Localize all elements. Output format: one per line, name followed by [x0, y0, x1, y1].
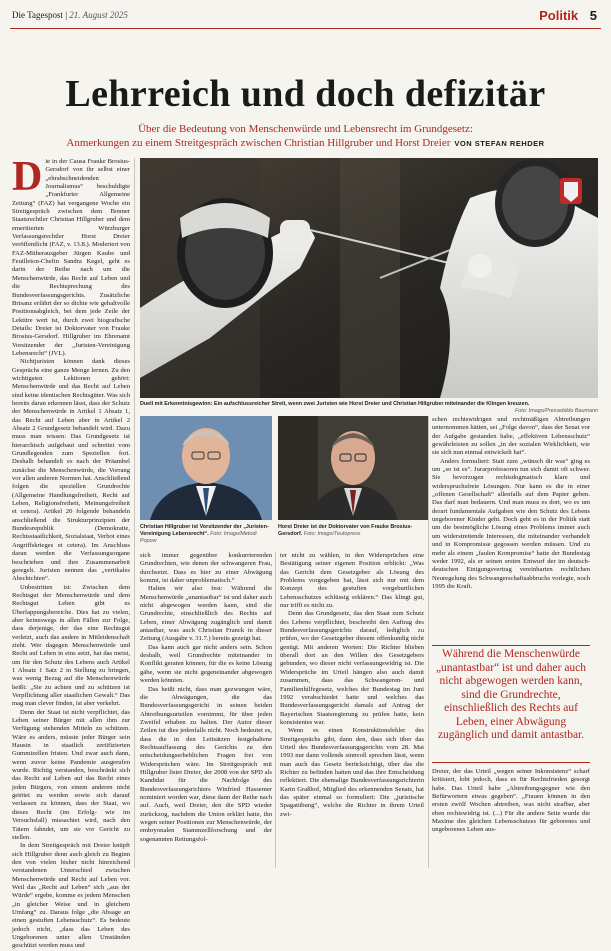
paragraph: ter nicht zu wählen, in den Widersprüchen eine Bestätigung seiner eigenen Position erblickt: „Was das Gericht dem Gesetzgeber als Lösung des Problems vorgegeben hat, lässt sich nur mit dem Konzept des gestuften vorgeburtlichen Lebensschutzes schlüssig erklären.“ Das klingt gut, nur trifft es nicht zu.: [280, 552, 424, 610]
hero-credit: Foto: Imago/Pressebildo Baumann: [514, 408, 598, 414]
portrait-caption-1: Christian Hillgruber ist Vorsitzender der „Juristen-Vereinigung Lebensrecht“. Foto: Imago/Metodi Popow: [140, 524, 269, 544]
body-column-4: [432, 416, 590, 642]
paragraph: Wenn es einen Konstruktionsfehler des Streitgesprächs gibt, dann den, dass sich über das Urteil des Bundesverfassungsgerichts vom 28. Mai 1993 nur dann vollends sinnvoll sprechen lässt, wenn man auch das Gesetz berücksichtigt, über das die Richter zu befinden hatten und das ihre Entscheidung reflektiert. Die ehemalige Bundesverfassungsrichterin Karin Graßhof, Mitglied des erkennenden Senats, hat das später einmal so formuliert: Die „juristische Spagatübung“, welche die Richter in ihrem Urteil zwi-: [280, 727, 424, 818]
paragraph: Halten wir also fest: Während die Menschenwürde „unantastbar“ ist und daher auch nicht abgewogen werden kann, sind die Grundrechte, einschließlich des Rechts auf Leben, einer Abwägung zugänglich und damit antastbar, was auch Christian Franck in dieser Zeitung (Ausgabe v. 31.7.) bereits gezeigt hat.: [140, 585, 272, 643]
body-column-4b: [432, 768, 590, 868]
dropcap: D: [12, 154, 43, 200]
paper-name: Die Tagespost: [12, 10, 63, 20]
deck-line-2: Anmerkungen zu einem Streitgespräch zwischen Christian Hillgruber und Horst Dreier: [66, 137, 451, 149]
paragraph: Anders formuliert: Statt zum „wünsch dir was“ ging es um „so ist es“. Jurarprofessoren tun sich damit oft schwer. Sie bevorzugen rechtsdogmatisch klare und widerspruchsfreie Lösungen. Nur kann es die in einer „offenen Gesellschaft“ allenfalls auf dem Papier geben. Das darf man bedauern. Und man muss es dort, wo es um derart fundamentale Aufgaben wie den Schutz des Lebens ungeborener Kinder geht. Doch geht es in der Politik statt um die bestmögliche Lösung eines Problems immer auch um widerstreitende Interessen, die miteinander verhandelt und in Kompromisse gegossen werden müssen. Und zu mehr als einem „faulen Kompromiss“ hatte der Bundestag weder 1992, als er seinen ersten Entwurf der im deutsch-deutschen Einigungsvertrag vereinbarten rechtlichen Neuregelung des Schwangerschaftsabbruchs vorlegte, noch 1995 die Kraft.: [432, 457, 590, 590]
hero-caption: Duell mit Erkenntnisgewinn: Ein aufschlussreicher Streit, wenn zwei Juristen wie Horst Dreier und Christian Hillgruber miteinander die Klingen kreuzen. Foto: Imago/Pressebildo Baumann: [140, 401, 598, 414]
paragraph: Das kann auch gar nicht anders sein. Schon deshalb, weil Grundrechte miteinander in Konflikt geraten können, für die es keine Lösung gäbe, wenn sie nicht gegeneinander abgewogen werden könnten.: [140, 643, 272, 685]
fencing-photo: [140, 158, 598, 398]
paragraph: Die in der Causa Frauke Brosius-Gersdorf von ihr selbst einer „ehrabschneidenden Journalismus“ beschuldigte „Frankfurter Allgemeine Zeitung“ (FAZ) hat vergangene Woche ein Streitgespräch zwischen dem Bonner Staatsrechtler Christian Hillgruber und dem emeritierten Würzburger Verfassungsrechtler Horst Dreier veröffentlicht (FAZ, v. 13.8.). Moderiert von FAZ-Mitherausgeber Jürgen Kaube und Feuilleton-Chefin Sandra Kegel, geht es darin der Reihe nach um die Menschenwürde, das Recht auf Leben und die Rechtsprechung des Bundesverfassungsgerichts. Zusätzliche Brisanz erfährt der so dichte wie gehaltvolle Positionsabgleich, bei dem jede Zeile der Lektüre wert ist, durch zwei biografische Details: Dreier ist Doktorvater von Frauke Brosius-Gersdorf. Hillgruber im Ehrenamt Vorsitzender der „Juristen-Vereinigung Lebensrecht“ (JVL).: [12, 154, 130, 357]
paragraph: Dreier, der das Urteil „wegen seiner Inkonsistenz“ scharf kritisiert, lobt jedoch, dass es für Rechtsfrieden gesorgt habe. Das Urteil habe „Abtreibungsgegner wie den Befürwortern etwas gegeben“. „Frauen können in den ersten zwölf Wochen abtreiben, was nicht strafbar, aber eben rechtswidrig ist. (...) Für die andere Seite wurde die Maxime des gleichen Lebensschutzes für geborenes und ungeborenes Leben aus-: [432, 768, 590, 834]
masthead: Die Tagespost | 21. August 2025: [12, 10, 128, 20]
paragraph: schen rechtswidrigen und rechtmäßigen Abtreibungen unternommen hätten, sei „Folge davon“, dass der Senat vor der Aufgabe gestanden habe, „effektiven Lebensschutz“ gewährleisten zu sollen „in der sozialen Wirklichkeit, wie sie sich nun einmal entwickelt hat“.: [432, 416, 590, 457]
dreier-photo: [278, 416, 428, 520]
column-rule: [134, 158, 135, 868]
paragraph: Denn das Grundgesetz, das den Staat zum Schutz des Lebens verpflichtet, beschreibt den Auftrag des Bundesverfassungsgerichts darauf, lediglich zu prüfen, wo der Gesetzgeber diesem offenkundig nicht genügt. Mit anderen Worten: Die Richter blieben überall dort an den Willen des Gesetzgebers gebunden, wo dieser nicht verfassungswidrig ist. Die Widersprüche im Urteil hängen also auch damit zusammen, dass das Schwangeren- und Familienhilfegesetz, welches der Bundestag im Juni 1992 verabschiedet hatte und welches das Bundesverfassungsgericht damals auf Antrag der Bayerischen Staatsregierung zu prüfen hatte, kein konsistentes war.: [280, 610, 424, 726]
body-column-1: [12, 154, 131, 950]
portrait-caption-2: Horst Dreier ist der Doktorvater von Frauke Brosius-Gersdorf. Foto: Imago/Teutopress: [278, 524, 413, 537]
hero-photo: [140, 158, 598, 398]
header-rule: [10, 28, 601, 29]
body-column-2: [140, 552, 272, 868]
column-rule: [428, 416, 429, 868]
portrait-dreier: [278, 416, 428, 520]
paragraph: Das heißt nicht, dass man gezwungen wäre, die Abwägungen, die das Bundesverfassungsgericht in seinen beiden Abtreibungsurteilen vornimmt, für über jeden Zweifel erhaben zu halten. Der Autor dieser Zeilen tut dies jedenfalls nicht. Noch bedeutet es, dass die in den Leitsätzen festgehaltene Rechtsauffassung des Gerichts zu den entscheidungserheblichen Fragen frei von Widersprüchen wäre. Im Streitgespräch mit Hillgruber listet Dreier, der 2008 von der SPD als Kandidat für die Nachfolge des Bundesverfassungsrichters Winfried Hassemer nominiert worden war, diese dann der Reihe nach auf. Auch, weil Dreier, den die SPD wieder zurückzog, nachdem die Union erklärt hatte, ihn wegen seiner Positionen zur Menschenwürde, der embryonalen Stammzellforschung und der sogenannten Rettungsfol-: [140, 685, 272, 843]
deck: [30, 122, 581, 151]
paragraph: Nichtjuristen können dank dieses Gesprächs eine ganze Menge lernen. Zu den wichtigsten Lektionen gehört: Menschenwürde und das Recht auf Leben sind keine identischen Rechtsgüter. Was sich bereits daran erkennen lässt, dass der Schutz der Menschenwürde in Artikel 1 Absatz 1, das Recht auf Leben aber in Artikel 2 Absatz 2 Grundgesetz behandelt wird. Dazu muss man wissen: Das Grundgesetz ist hierarchisch aufgebaut und schreitet vom Grundlegenden zum Speziellen fort. Deshalb behandelt es nach der Präambel zunächst die Menschenwürde, die Vorrang vor allen anderen Normen hat. Anschließend folgen die speziellen Grundrechte (Allgemeine Handlungsfreiheit, Recht auf Leben, Religionsfreiheit, Meinungsfreiheit et cetera). Artikel 20 folgende behandeln anschließend die Strukturprinzipien der Bundesrepublik (Demokratie, Rechtsstaatlichkeit, Sozialstaat, Verbot eines Angriffskrieges et cetera). Im Anschluss daran werden die Verfassungsorgane beschrieben und ihre Zusammenarbeit geregelt. Juristen nennen das „vertikales Abschichten“.: [12, 358, 131, 583]
body-column-3: [280, 552, 424, 868]
issue-date: 21. August 2025: [69, 10, 128, 20]
section-label: [539, 8, 597, 23]
column-rule: [275, 552, 276, 868]
headline: Lehrreich und doch defizitär: [65, 73, 546, 115]
deck-line-1: Über die Bedeutung von Menschenwürde und Lebensrecht im Grundgesetz:: [138, 123, 473, 135]
hillgruber-photo: [140, 416, 272, 520]
byline: VON STEFAN REHDER: [454, 139, 545, 148]
paragraph: sich immer gegenüber konkurrierenden Grundrechten, wie denen der schwangeren Frau, durchsetzt. Dass es hier zu einer Abwägung kommt, ist daher unproblematisch.“: [140, 552, 272, 585]
paragraph: Unbestritten ist: Zwischen dem Rechtsgut der Menschenwürde und dem Rechtsgut Leben gibt es Überlappungsbereiche. Dies hat zu vielen, aber keineswegs in allen Fällen zur Folge, dass derjenige, der das eine Rechtsgut verletzt, auch das andere in Mitleidenschaft zieht. Wer dagegen Menschenwürde und Recht auf Leben in eins setzt, hat das meist, um für den Schutz des Lebens auch Artikel 1 Absatz 1 Satz 2 in Stellung zu bringen, was wenig Bezug auf die Menschenwürde heißt: „Sie zu achten und zu schützen ist Verpflichtung aller staatlichen Gewalt.“ Das mag man clever finden, ist aber verkehrt.: [12, 583, 130, 708]
pullquote-rule-top: [432, 645, 590, 646]
pullquote: Während die Menschenwürde „unantastbar“ ist und daher auch nicht abgewogen werden kann, sind die Grundrechte, einschließlich des Rechts auf Leben, einer Abwägung zugänglich und damit antastbar.: [435, 648, 587, 741]
page-number: 5: [589, 8, 597, 23]
paragraph: Denn der Staat ist nicht verpflichtet, das Leben seiner Bürger mit allen ihm zur Verfügung stehenden Mitteln zu schützen. Wäre es anders, müsste jeder Bürger sein Hausin in staatlich zertifizierten Gummizellen fristen. Und zwar auch dann, wenn zuvor keine Pandemie ausgerufen wurde. Richtig verstanden, beschränkt sich das Recht auf Leben auf das Recht eines jeden Bürgers, von einem anderen nicht getötet zu werden sowie sich darauf verlassen zu können, dass der Staat, wo dieses Recht (im Erfolg- wie im Versuchsfall) missachtet wird, nach den Tätern fahndet, um sie vor Gericht zu stellen.: [12, 708, 130, 841]
pullquote-rule-bottom: [432, 762, 590, 763]
portrait-hillgruber: [140, 416, 272, 520]
paragraph: In dem Streitgespräch mit Dreier knüpft sich Hillgruber denn auch gleich zu Beginn den von vielen bisher nicht hinreichend verstandenen Unterschied zwischen Menschenwürde und Recht auf Leben vor. Weil das „Recht auf Leben“ sich „aus der Würde“ ergebe, komme es jedem Menschen „in gleicher Weise und in gleichem Umfang“ zu. Daraus folge „die Absage an einen gestuften Lebensschutz“. Es bedeute jedoch nicht, „dass das Leben des Ungeborenen unter allen Umständen geschützt werden muss und: [12, 842, 130, 950]
section-name: Politik: [539, 8, 579, 23]
